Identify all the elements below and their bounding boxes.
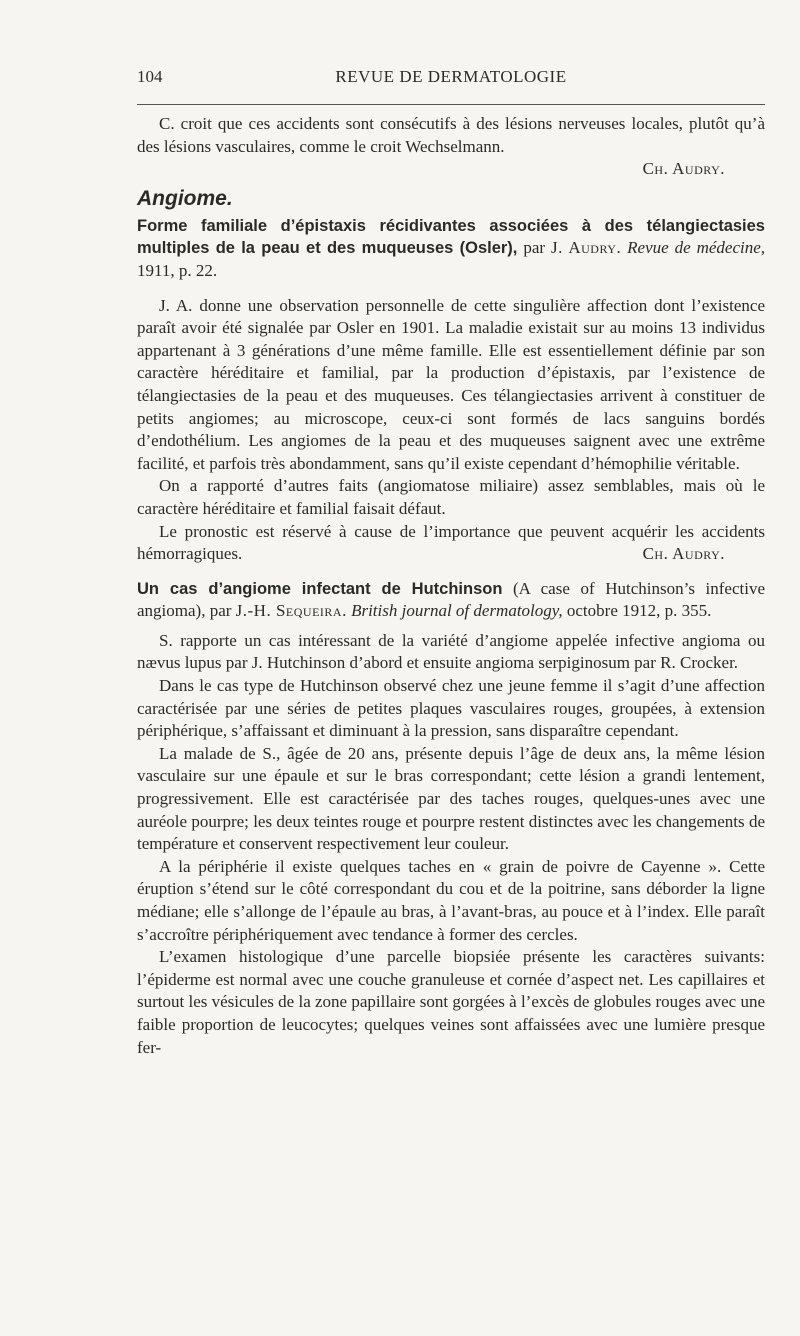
- page: [137, 66, 765, 1059]
- article-paragraph: On a rapporté d’autres faits (angiomatose miliaire) assez semblables, mais où le caractère héréditaire et familial faisait défaut.: [137, 476, 765, 518]
- article-paragraph: Dans le cas type de Hutchinson observé chez une jeune femme il s’agit d’une affection caractérisée par une séries de petites plaques vasculaires rouges, groupées, à extension périphérique, s’affaissant et diminuant à la pression, sans disparaître cependant.: [137, 676, 765, 741]
- article-paragraph: S. rapporte un cas intéressant de la variété d’angiome appelée infective angioma ou nævus lupus par J. Hutchinson d’abord et ensuite angioma serpiginosum par R. Crocker.: [137, 630, 765, 673]
- section-title: Angiome.: [137, 186, 233, 210]
- signature: Ch. Audry.: [642, 544, 725, 564]
- article-journal: British journal of dermatology,: [351, 601, 563, 621]
- article-reference: octobre 1912, p. 355.: [566, 601, 712, 621]
- article-author: J.-H. Sequeira.: [235, 601, 347, 621]
- article-paragraph-with-signature: [137, 521, 765, 566]
- article-paragraph: L’examen histologique d’une parcelle biopsiée présente les caractères suivants: l’épiderme est normal avec une couche granuleuse et cornée d’aspect net. Les capillaires et surtout les vésicules de la zone papillaire sont gorgées à l’excès de globules rouges avec une faible proportion de leucocytes; quelques veines sont affaissées avec une lumière presque fer-: [137, 947, 766, 1057]
- article-paragraph: La malade de S., âgée de 20 ans, présente depuis l’âge de deux ans, la même lésion vasculaire sur une épaule et sur le bras correspondant; cette lésion a grandi lentement, progressivement. Elle est caractérisée par des taches rouges, quelques-unes avec une auréole pourpre; les deux teintes rouge et pourpre restent distinctes avec les changements de température et conservent respectivement leur couleur.: [137, 743, 765, 854]
- article-heading: [137, 215, 765, 283]
- intro-paragraph: C. croit que ces accidents sont consécutifs à des lésions nerveuses locales, plutôt qu’à des lésions vasculaires, comme le croit Wechselmann.: [137, 114, 765, 156]
- article-subtitle: (A case of Hutchinson’s infective angioma), par: [137, 578, 765, 621]
- article-title: Forme familiale d’épistaxis récidivantes associées à des télangiectasies multiples de la peau et des muqueuses (Osler),: [137, 216, 765, 258]
- article-reference: 1911, p. 22.: [137, 260, 218, 280]
- page-header: [137, 66, 765, 96]
- article-journal: Revue de médecine,: [627, 238, 766, 258]
- running-title: REVUE DE DERMATOLOGIE: [335, 67, 567, 86]
- article-author: J. Audry.: [550, 238, 622, 258]
- article-by: par: [523, 238, 546, 258]
- article-heading: [137, 578, 765, 623]
- header-rule: [137, 104, 765, 105]
- page-number: 104: [137, 67, 163, 86]
- article-paragraph: A la périphérie il existe quelques taches en « grain de poivre de Cayenne ». Cette éruption s’étend sur le côté correspondant du cou et de la poitrine, sans déborder la ligne médiane; elle s’allonge de l’épaule au bras, à l’avant-bras, au pouce et à l’index. Elle paraît s’accroître périphériquement avec tendance à former des cercles.: [137, 856, 765, 944]
- article-title: Un cas d’angiome infectant de Hutchinson: [137, 579, 503, 598]
- article-paragraph-text: Le pronostic est réservé à cause de l’importance que peuvent acquérir les accidents hémorragiques.: [137, 521, 765, 564]
- signature: Ch. Audry.: [642, 159, 725, 179]
- article-paragraph: J. A. donne une observation personnelle de cette singulière affection dont l’existence paraît avoir été signalée par Osler en 1901. La maladie existait sur au moins 13 individus appartenant à 3 générations d’une même famille. Elle est essentiellement définie par son caractère héréditaire et familial, par la production d’épistaxis, par l’existence de télangiectasies de la peau et des muqueuses. Ces télangiectasies arrivent à constituer de petits angiomes; au microscope, ceux-ci sont formés de lacs sanguins bordés d’endothélium. Les angiomes de la peau et des muqueuses saignent avec une extrême facilité, et parfois très abondamment, sans qu’il existe cependant d’hémophilie véritable.: [137, 295, 765, 473]
